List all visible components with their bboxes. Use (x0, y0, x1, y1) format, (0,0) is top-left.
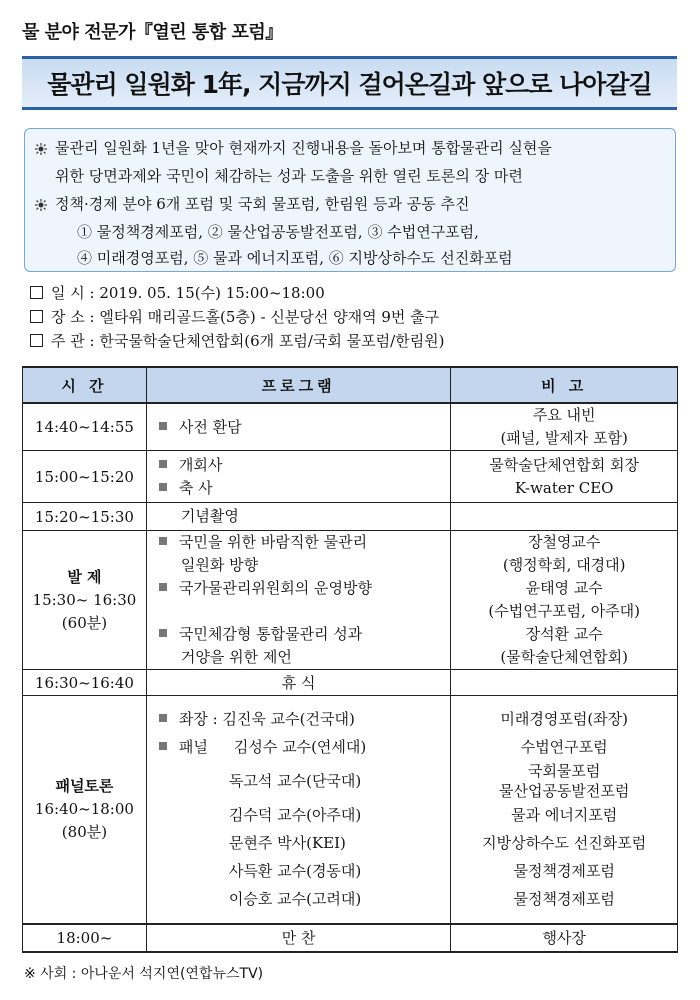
summary-box (24, 128, 676, 272)
square-bullet-icon (159, 629, 167, 637)
square-bullet-icon (159, 422, 167, 430)
summary-line-1: 물관리 일원화 1년을 맞아 현재까지 진행내용을 돌아보며 통합물관리 실현을 (35, 137, 552, 158)
header-program: 프로그램 (146, 367, 451, 403)
square-bullet-icon (159, 714, 167, 722)
sun-bullet-icon (35, 143, 47, 155)
square-bullet-icon (159, 483, 167, 491)
table-row: 14:40~14:55 사전 환담 주요 내빈 (패널, 발제자 포함) (23, 403, 678, 451)
checkbox-icon (30, 334, 43, 347)
summary-line-4: ① 물정책경제포럼, ② 물산업공동발전포럼, ③ 수법연구포럼, (77, 223, 479, 241)
summary-line-3: 정책·경제 분야 6개 포럼 및 국회 물포럼, 한림원 등과 공동 추진 (35, 193, 470, 214)
table-row: 18:00~ 만 찬 행사장 (23, 924, 678, 952)
title-banner (22, 56, 677, 110)
table-row: 15:20~15:30 기념촬영 (23, 503, 678, 531)
square-bullet-icon (159, 583, 167, 591)
table-header-row (23, 367, 678, 403)
square-bullet-icon (159, 460, 167, 468)
table-row: 발 제 15:30~ 16:30 (60분) 국민을 위한 바람직한 물관리 일원화 방향 국가물관리위원회의 운영방향 국민체감형 통합물관리 성과 거양을 위한 제언 장철영교수 (행정학회, 대경대) 윤태영 교수 (수법연구포럼, 아주대) 장석환 교수 (물학술단체연합회) (23, 531, 678, 670)
info-host: 주 관 : 한국물학술단체연합회(6개 포럼/국회 물포럼/한림원) (30, 330, 445, 351)
supertitle: 물 분야 전문가『열린 통합 포럼』 (22, 22, 283, 43)
table-row: 패널토론 16:40~18:00 (80분) 좌장 : 김진욱 교수(건국대) 패널 김성수 교수(연세대) 독고석 교수(단국대) 김수덕 교수(아주대) 문현주 박사(KEI) 사득환 교수(경동대) 이승호 교수(고려대) 미래경영포럼(좌장) 수법연구포럼 국회물포럼 물산업공동발전포럼 물과 에너지포럼 지방상하수도 선진화포럼 물정책경제포럼 물정책경제포럼 (23, 696, 678, 924)
table-row: 16:30~16:40 휴 식 (23, 670, 678, 696)
sun-bullet-icon (35, 199, 47, 211)
page-title: 물관리 일원화 1年, 지금까지 걸어온길과 앞으로 나아갈길 (47, 70, 652, 99)
info-datetime: 일 시 : 2019. 05. 15(수) 15:00~18:00 (30, 282, 325, 303)
info-place: 장 소 : 엘타워 매리골드홀(5층) - 신분당선 양재역 9번 출구 (30, 306, 439, 327)
table-row: 15:00~15:20 개회사 축 사 물학술단체연합회 회장 K-water CEO (23, 451, 678, 503)
summary-line-5: ④ 미래경영포럼, ⑤ 물과 에너지포럼, ⑥ 지방상하수도 선진화포럼 (77, 249, 513, 267)
footer-note: ※ 사회 : 아나운서 석지연(연합뉴스TV) (24, 966, 264, 982)
summary-line-2: 위한 당면과제와 국민이 체감하는 성과 도출을 위한 열린 토론의 장 마련 (55, 167, 523, 185)
header-note: 비 고 (451, 367, 678, 403)
checkbox-icon (30, 310, 43, 323)
checkbox-icon (30, 286, 43, 299)
square-bullet-icon (159, 742, 167, 750)
header-time: 시 간 (23, 367, 147, 403)
program-table (22, 366, 678, 953)
square-bullet-icon (159, 537, 167, 545)
